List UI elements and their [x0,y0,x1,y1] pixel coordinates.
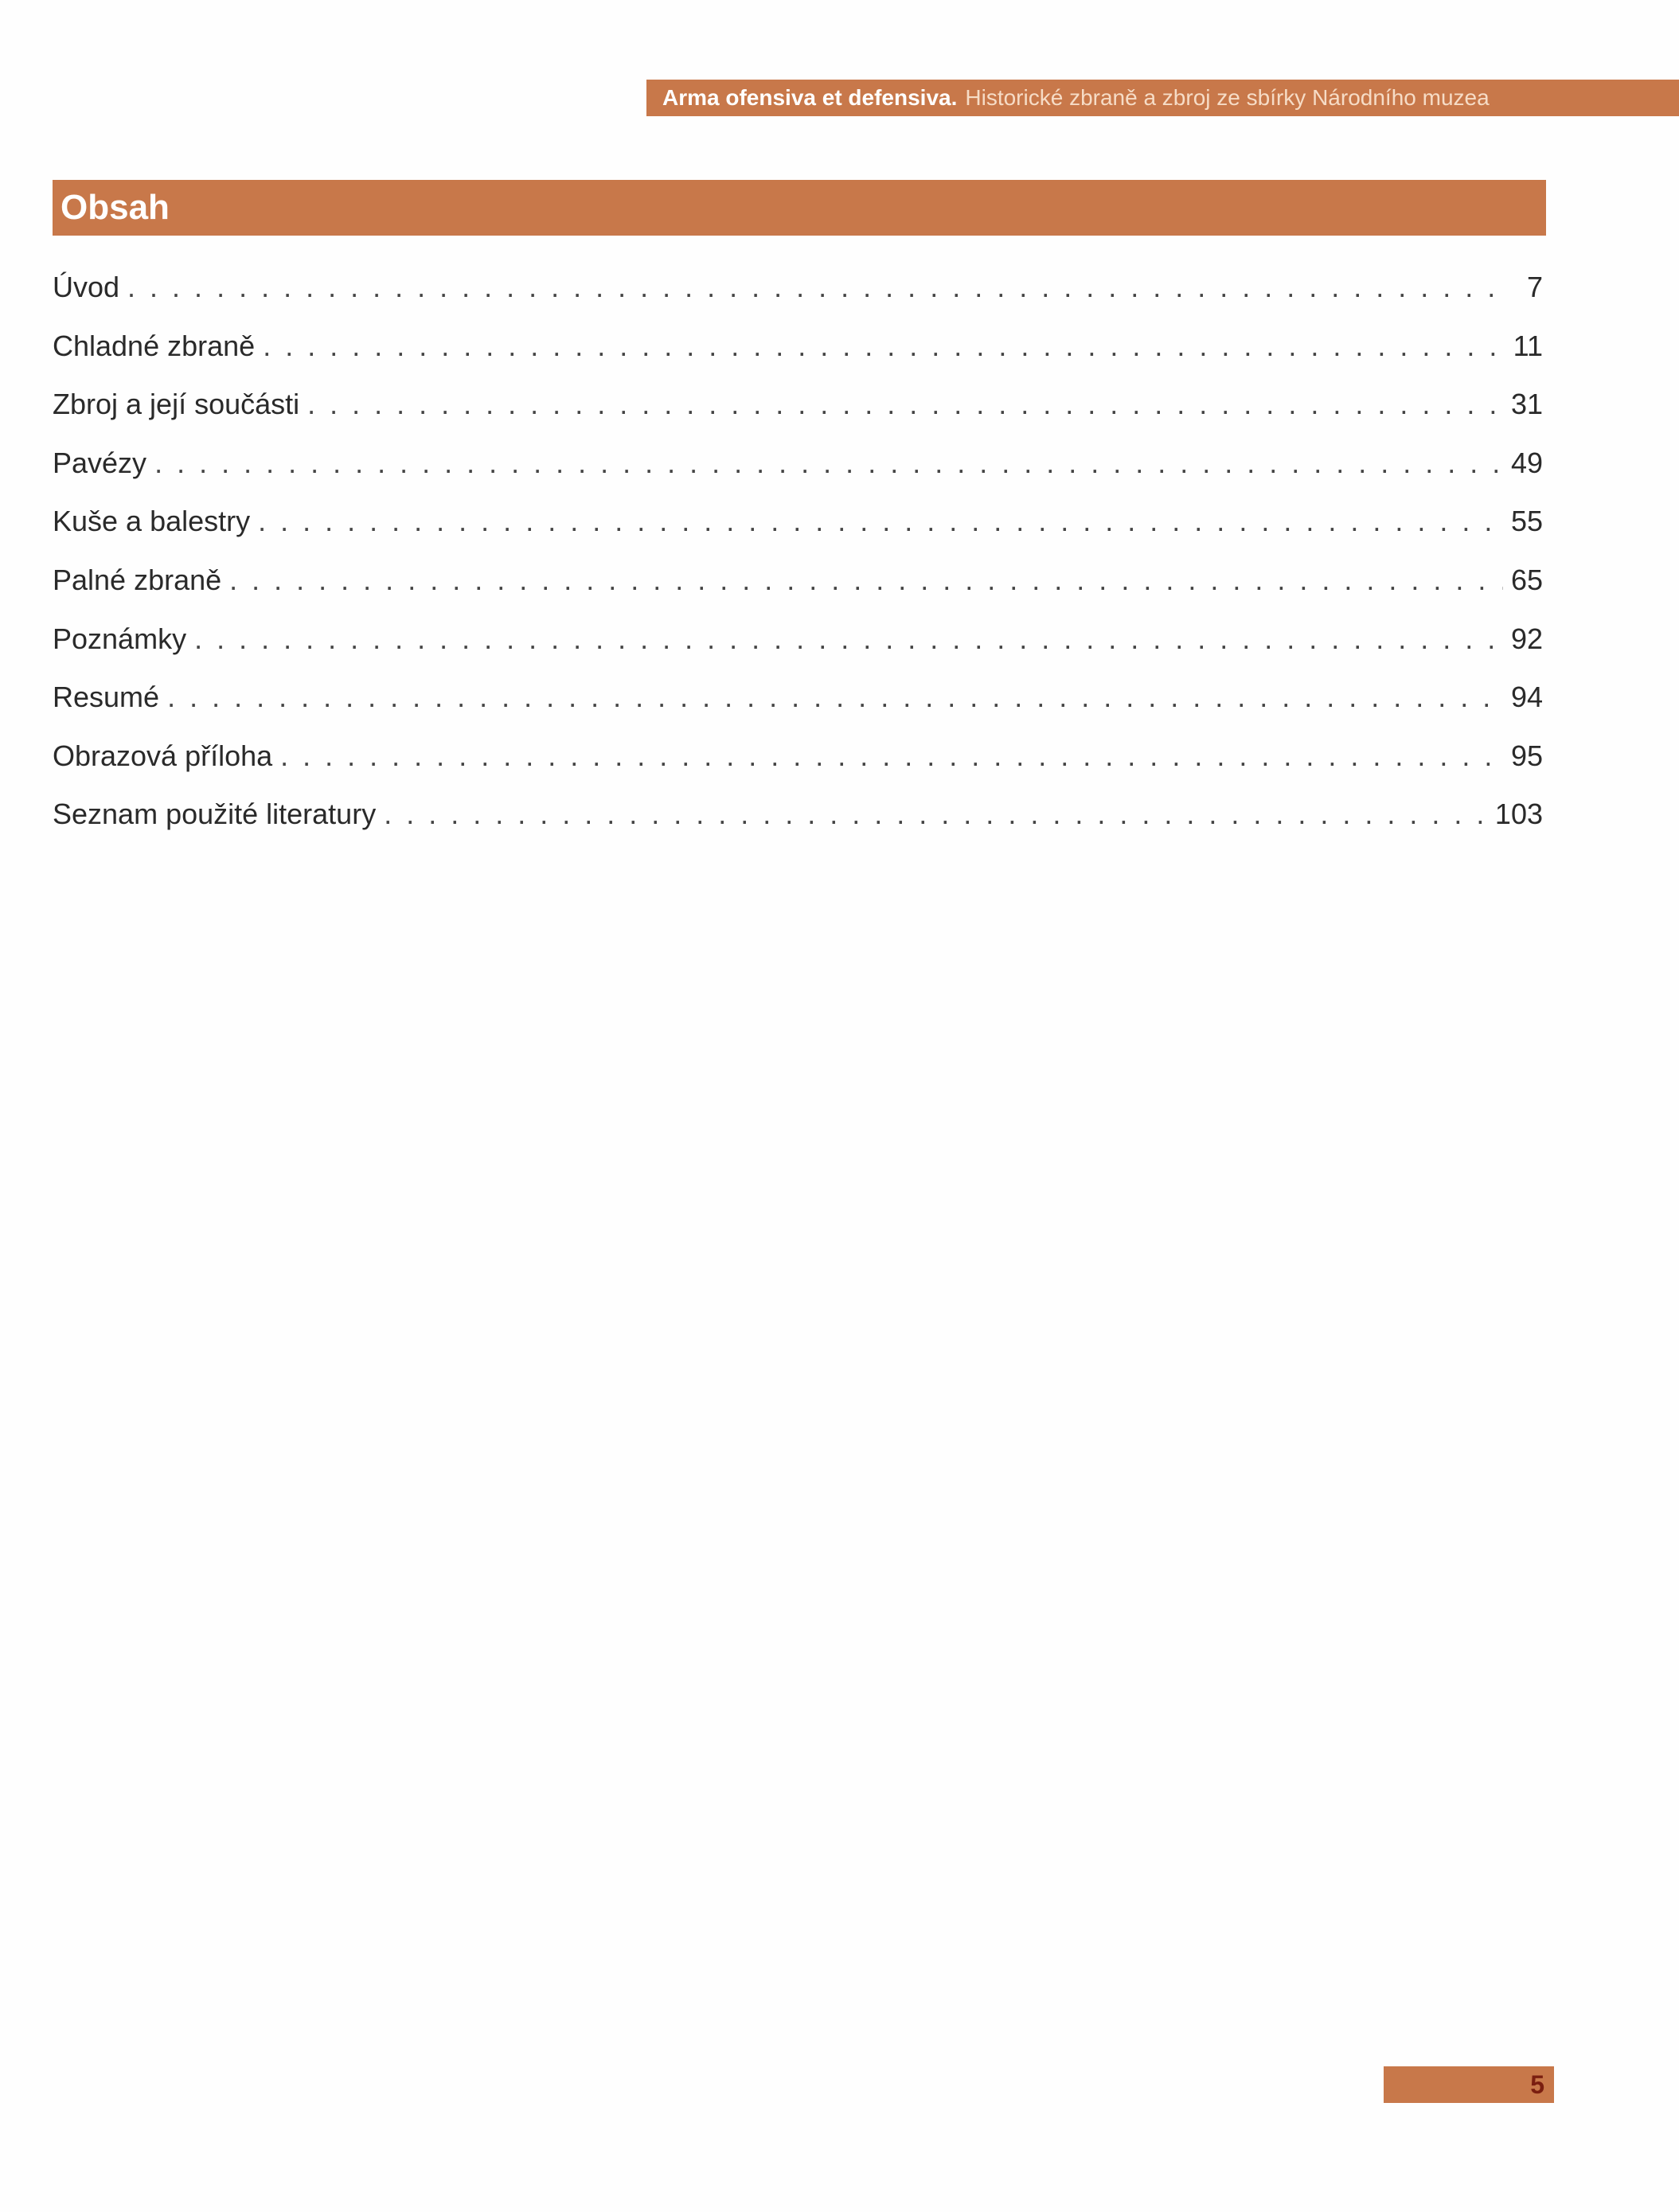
toc-entry-label: Kuše a balestry [53,505,251,538]
toc-entry-page: 49 [1510,446,1543,479]
running-header [646,80,1679,116]
toc-dot-leader [384,798,1487,831]
toc-entry-label: Pavézy [53,446,147,479]
page-number: 5 [1530,2070,1544,2099]
toc-entry-label: Obrazová příloha [53,739,273,772]
toc-entry-page: 65 [1510,563,1543,596]
table-of-contents [53,271,1543,856]
toc-entry-page: 95 [1510,739,1543,772]
toc-entry-page: 103 [1494,798,1543,831]
toc-dot-leader [229,564,1503,597]
toc-entry-palne-zbrane[interactable] [53,564,1543,622]
toc-entry-label: Resumé [53,681,160,714]
toc-entry-page: 55 [1510,505,1543,538]
section-title-bar [53,180,1546,236]
toc-dot-leader [194,622,1503,656]
toc-entry-label: Seznam použité literatury [53,798,377,831]
toc-entry-obrazova-priloha[interactable] [53,739,1543,798]
page-number-box [1384,2066,1554,2103]
toc-dot-leader [258,505,1503,538]
toc-entry-label: Zbroj a její součásti [53,388,300,421]
toc-entry-chladne-zbrane[interactable] [53,330,1543,388]
toc-dot-leader [307,388,1503,421]
running-header-title: Arma ofensiva et defensiva. [662,85,958,110]
toc-dot-leader [167,681,1503,714]
toc-entry-page: 94 [1510,681,1543,714]
toc-entry-page: 7 [1526,271,1543,303]
toc-dot-leader [280,739,1503,773]
toc-entry-zbroj[interactable] [53,388,1543,447]
toc-entry-seznam-literatury[interactable] [53,798,1543,856]
toc-entry-page: 31 [1510,388,1543,421]
toc-entry-poznamky[interactable] [53,622,1543,681]
toc-entry-label: Poznámky [53,622,187,655]
toc-entry-label: Chladné zbraně [53,329,256,362]
running-header-subtitle: Historické zbraně a zbroj ze sbírky Národního muzea [965,85,1490,110]
toc-entry-kuse[interactable] [53,505,1543,564]
toc-entry-label: Úvod [53,271,120,303]
toc-entry-resume[interactable] [53,681,1543,739]
toc-entry-label: Palné zbraně [53,563,222,596]
toc-dot-leader [154,447,1503,480]
toc-entry-pavezy[interactable] [53,447,1543,505]
toc-entry-page: 11 [1513,329,1543,362]
toc-entry-page: 92 [1510,622,1543,655]
toc-dot-leader [263,330,1503,363]
page-title: Obsah [61,188,170,227]
toc-entry-uvod[interactable] [53,271,1543,330]
toc-dot-leader [127,271,1503,304]
